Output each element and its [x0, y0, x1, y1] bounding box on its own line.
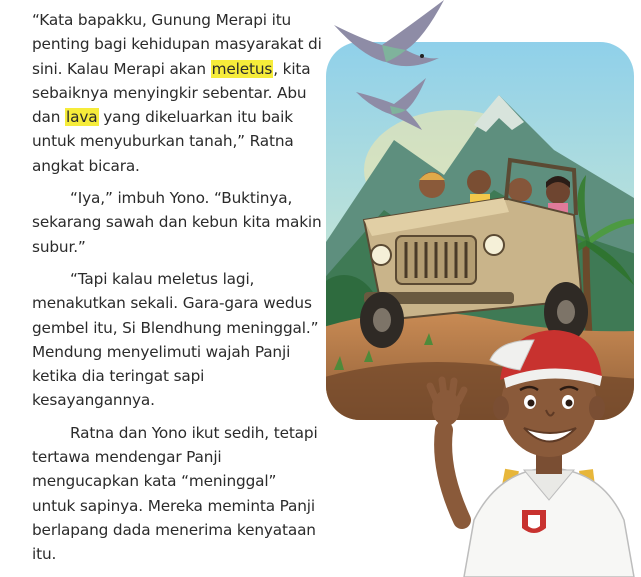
paragraph-2 — [32, 186, 324, 259]
p1-text-3: yang dikeluarkan itu baik untuk menyuburkan tanah,” Ratna angkat bicara. — [32, 108, 294, 175]
p2-text: “Iya,” imbuh Yono. “Buktinya, sekarang sawah dan kebun kita makin subur.” — [32, 189, 322, 256]
school-badge-icon — [522, 510, 546, 533]
p4-text: Ratna dan Yono ikut sedih, tetapi tertawa mendengar Panji mengucapkan kata “meninggal” untuk sapinya. Mereka meminta Panji berlapang dada menerima kenyataan itu. — [32, 423, 318, 564]
p1-text-1: “Kata bapakku, Gunung Merapi itu penting bagi kehidupan masyarakat di sini. Kalau Merapi akan — [32, 11, 322, 78]
story-text — [32, 8, 324, 575]
illustration-svg — [324, 0, 641, 577]
p1-text-2: , kita sebaiknya menyingkir sebentar. Abu dan — [32, 59, 311, 127]
paragraph-1 — [32, 8, 324, 178]
paragraph-4 — [32, 421, 324, 567]
paragraph-3 — [32, 267, 324, 413]
p3-text: “Tapi kalau meletus lagi, menakutkan sekali. Gara-gara wedus gembel itu, Si Blendhung meninggal.” Mendung menyelimuti wajah Panji ketika dia teringat sapi kesayangannya. — [32, 269, 319, 410]
highlight-lava: lava — [66, 108, 98, 127]
story-illustration — [324, 0, 641, 577]
highlight-meletus: meletus — [211, 59, 273, 78]
